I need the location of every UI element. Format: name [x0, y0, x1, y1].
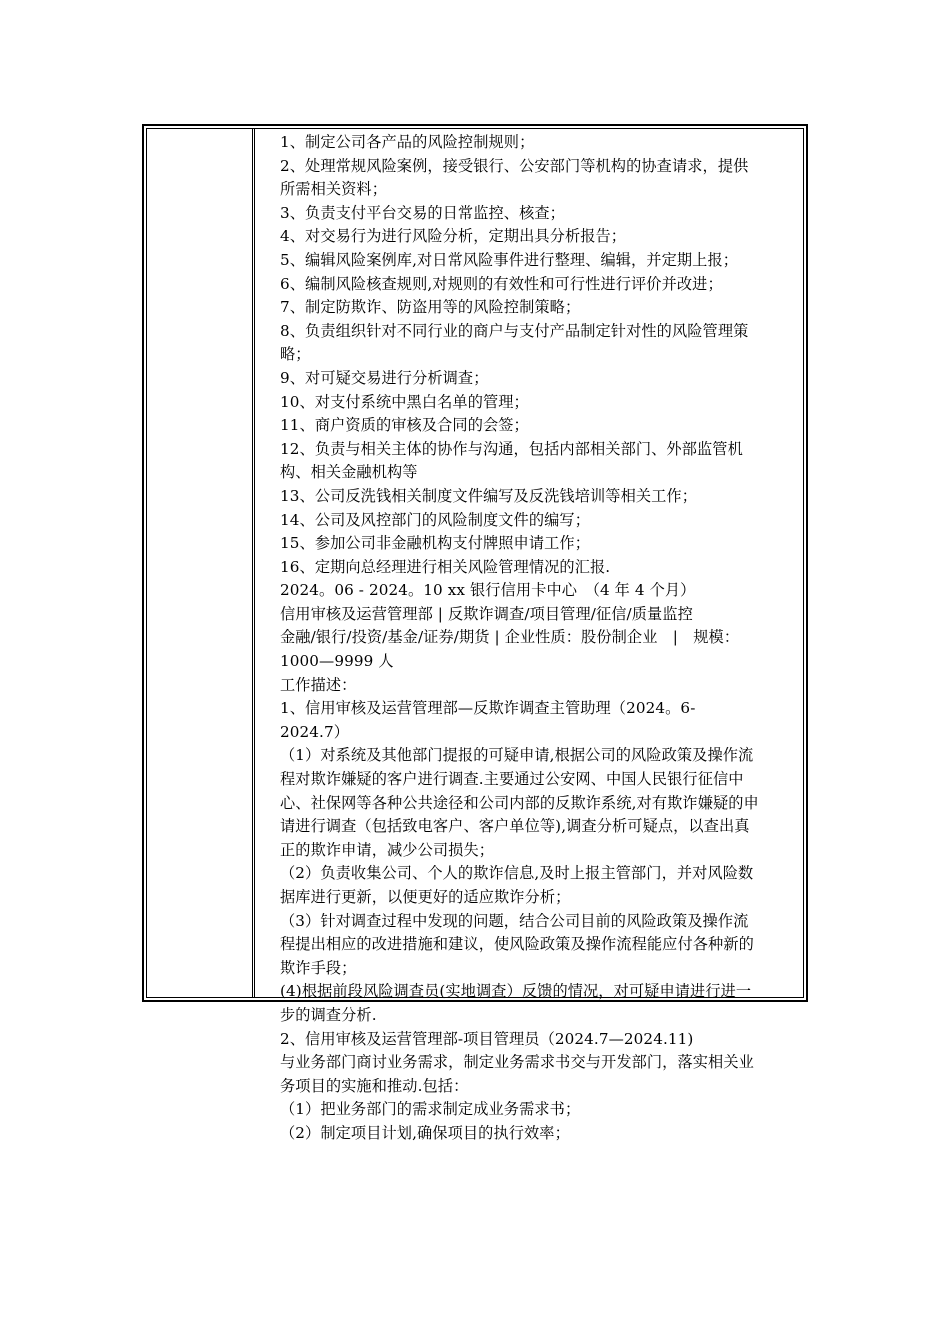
text-line: (4)根据前段风险调查员(实地调查）反馈的情况，对可疑申请进行进一 — [280, 982, 752, 1001]
text-line: （2）制定项目计划,确保项目的执行效率； — [280, 1123, 570, 1142]
text-line: 构、相关金融机构等 — [280, 463, 418, 482]
text-line: 4、对交易行为进行风险分析，定期出具分析报告； — [280, 227, 627, 246]
text-line: 1、制定公司各产品的风险控制规则； — [280, 133, 535, 151]
text-line: 程对欺诈嫌疑的客户进行调查.主要通过公安网、中国人民银行征信中 — [280, 770, 744, 789]
text-line: 16、定期向总经理进行相关风险管理情况的汇报. — [280, 557, 611, 576]
text-line: 与业务部门商讨业务需求，制定业务需求书交与开发部门，落实相关业 — [280, 1053, 754, 1072]
text-line: 心、社保网等各种公共途径和公司内部的反欺诈系统,对有欺诈嫌疑的申 — [280, 793, 759, 812]
work-description-heading: 工作描述： — [280, 675, 357, 694]
text-line: 步的调查分析. — [280, 1005, 377, 1024]
text-line: 2024.7） — [280, 722, 350, 741]
column-divider — [252, 129, 253, 997]
text-line: 3、负责支付平台交易的日常监控、核查； — [280, 203, 565, 222]
text-line: 7、制定防欺诈、防盗用等的风险控制策略； — [280, 298, 581, 317]
text-line: （1）对系统及其他部门提报的可疑申请,根据公司的风险政策及操作流 — [280, 746, 754, 765]
resume-table — [142, 124, 808, 1142]
text-line: （2）负责收集公司、个人的欺诈信息,及时上报主管部门，并对风险数 — [280, 864, 754, 883]
job-period-line: 2024。06 - 2024。10 xx 银行信用卡中心 （4 年 4 个月） — [280, 581, 696, 600]
text-line: 1、信用审核及运营管理部—反欺诈调查主管助理（2024。6- — [280, 699, 696, 718]
text-line: 14、公司及风控部门的风险制度文件的编写； — [280, 510, 590, 529]
table-frame — [146, 128, 804, 1142]
text-line: 13、公司反洗钱相关制度文件编写及反洗钱培训等相关工作； — [280, 486, 698, 505]
text-line: 2、信用审核及运营管理部-项目管理员（2024.7—2024.11) — [280, 1029, 694, 1048]
label-column — [147, 129, 252, 997]
text-line: 9、对可疑交易进行分析调查； — [280, 368, 489, 387]
industry-line: 金融/银行/投资/基金/证券/期货 | 企业性质：股份制企业 | 规模： — [280, 628, 740, 647]
text-line: 6、编制风险核查规则,对规则的有效性和可行性进行评价并改进； — [280, 274, 723, 293]
text-line: （3）针对调查过程中发现的问题，结合公司目前的风险政策及操作流 — [280, 911, 749, 930]
text-line: 2、处理常规风险案例，接受银行、公安部门等机构的协查请求，提供 — [280, 156, 749, 175]
text-line: 5、编辑风险案例库,对日常风险事件进行整理、编辑，并定期上报； — [280, 250, 739, 269]
text-line: 请进行调查（包括致电客户、客户单位等),调查分析可疑点，以查出真 — [280, 817, 750, 836]
text-line: 程提出相应的改进措施和建议，使风险政策及操作流程能应付各种新的 — [280, 935, 754, 954]
text-line: 据库进行更新，以便更好的适应欺诈分析； — [280, 888, 571, 906]
text-line: 12、负责与相关主体的协作与沟通，包括内部相关部门、外部监管机 — [280, 439, 743, 458]
content-column — [280, 131, 797, 1142]
text-line: 10、对支付系统中黑白名单的管理； — [280, 392, 529, 411]
text-line: 所需相关资料； — [280, 180, 388, 199]
company-size-line: 1000—9999 人 — [280, 652, 394, 671]
text-line: 欺诈手段； — [280, 958, 357, 977]
text-line: （1）把业务部门的需求制定成业务需求书； — [280, 1100, 581, 1119]
text-line: 正的欺诈申请，减少公司损失； — [280, 840, 495, 859]
department-line: 信用审核及运营管理部 | 反欺诈调查/项目管理/征信/质量监控 — [280, 604, 693, 623]
text-line: 15、参加公司非金融机构支付牌照申请工作； — [280, 534, 590, 553]
text-line: 务项目的实施和推动.包括： — [280, 1076, 469, 1095]
text-line: 略； — [280, 345, 311, 364]
text-line: 11、商户资质的审核及合同的会签； — [280, 416, 529, 435]
text-line: 8、负责组织针对不同行业的商户与支付产品制定针对性的风险管理策 — [280, 321, 749, 340]
